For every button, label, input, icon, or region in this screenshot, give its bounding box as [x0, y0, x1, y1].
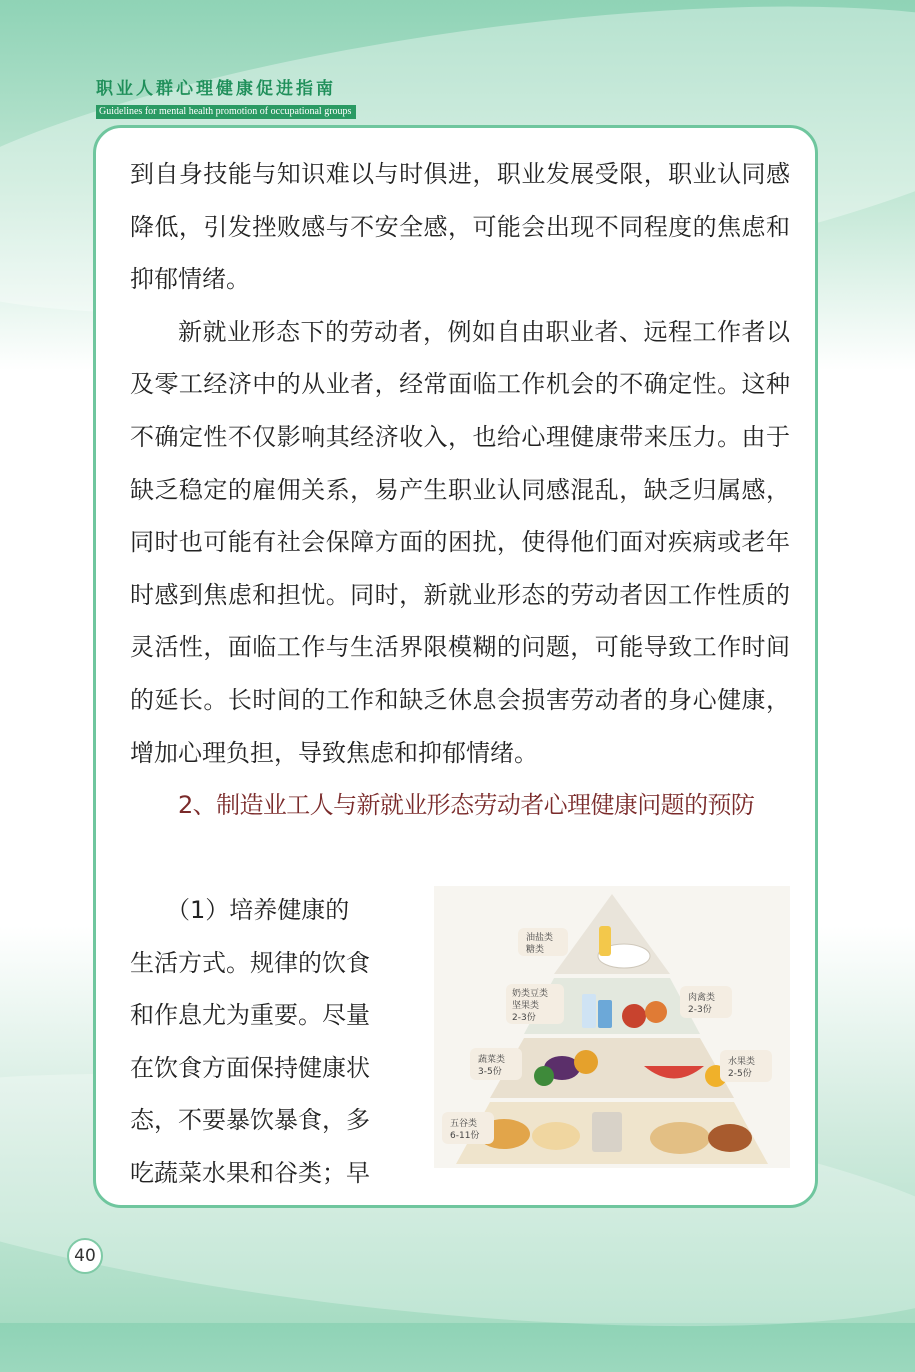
- side-line: 和作息尤为重要。尽量: [130, 1001, 370, 1030]
- pyramid-note: 3-5份: [478, 1067, 502, 1077]
- pyramid-label: 糖类: [526, 945, 545, 955]
- header-title-cn: 职业人群心理健康促进指南: [96, 79, 336, 99]
- pyramid-label: 五谷类: [450, 1119, 478, 1129]
- food-pyramid-illustration: [434, 886, 790, 1168]
- side-line: 吃蔬菜水果和谷类；早: [130, 1158, 370, 1187]
- pyramid-label: 坚果类: [512, 1001, 540, 1011]
- side-line: 生活方式。规律的饮食: [130, 948, 370, 977]
- side-line: 态，不要暴饮暴食，多: [130, 1106, 370, 1135]
- food-pyramid-image: [434, 886, 790, 1168]
- side-line: 在饮食方面保持健康状: [130, 1053, 370, 1082]
- pyramid-note: 6-11份: [450, 1131, 480, 1141]
- header-title-en: Guidelines for mental health promotion of occupational groups: [96, 105, 356, 119]
- section-subheading: 2、制造业工人与新就业形态劳动者心理健康问题的预防: [178, 791, 755, 820]
- pyramid-label: 水果类: [728, 1057, 756, 1067]
- side-paragraph: [130, 884, 400, 1200]
- pyramid-label: 奶类豆类: [512, 989, 549, 999]
- paragraph-2: 新就业形态下的劳动者，例如自由职业者、远程工作者以及零工经济中的从业者，经常面临工作机会的不确定性。这种不确定性不仅影响其经济收入，也给心理健康带来压力。由于缺乏稳定的雇佣关系，易产生职业认同感混乱，缺乏归属感，同时也可能有社会保障方面的困扰，使得他们面对疾病或老年时感到焦虑和担忧。同时，新就业形态的劳动者因工作性质的灵活性，面临工作与生活界限模糊的问题，可能导致工作时间的延长。长时间的工作和缺乏休息会损害劳动者的身心健康，增加心理负担，导致焦虑和抑郁情绪。: [130, 317, 790, 767]
- pyramid-label: 肉禽类: [688, 993, 716, 1003]
- pyramid-label: 油盐类: [526, 933, 554, 943]
- pyramid-note: 2-3份: [512, 1013, 536, 1023]
- running-header: [96, 74, 356, 119]
- side-line: （1）培养健康的: [166, 896, 350, 924]
- page-number: 40: [67, 1238, 103, 1274]
- content-card: [93, 125, 818, 1208]
- paragraph-1: 到自身技能与知识难以与时俱进，职业发展受限，职业认同感降低，引发挫败感与不安全感，可能会出现不同程度的焦虑和抑郁情绪。: [130, 160, 790, 294]
- body-text: [130, 148, 790, 832]
- pyramid-note: 2-5份: [728, 1069, 752, 1079]
- pyramid-label: 蔬菜类: [478, 1055, 506, 1065]
- pyramid-note: 2-3份: [688, 1005, 712, 1015]
